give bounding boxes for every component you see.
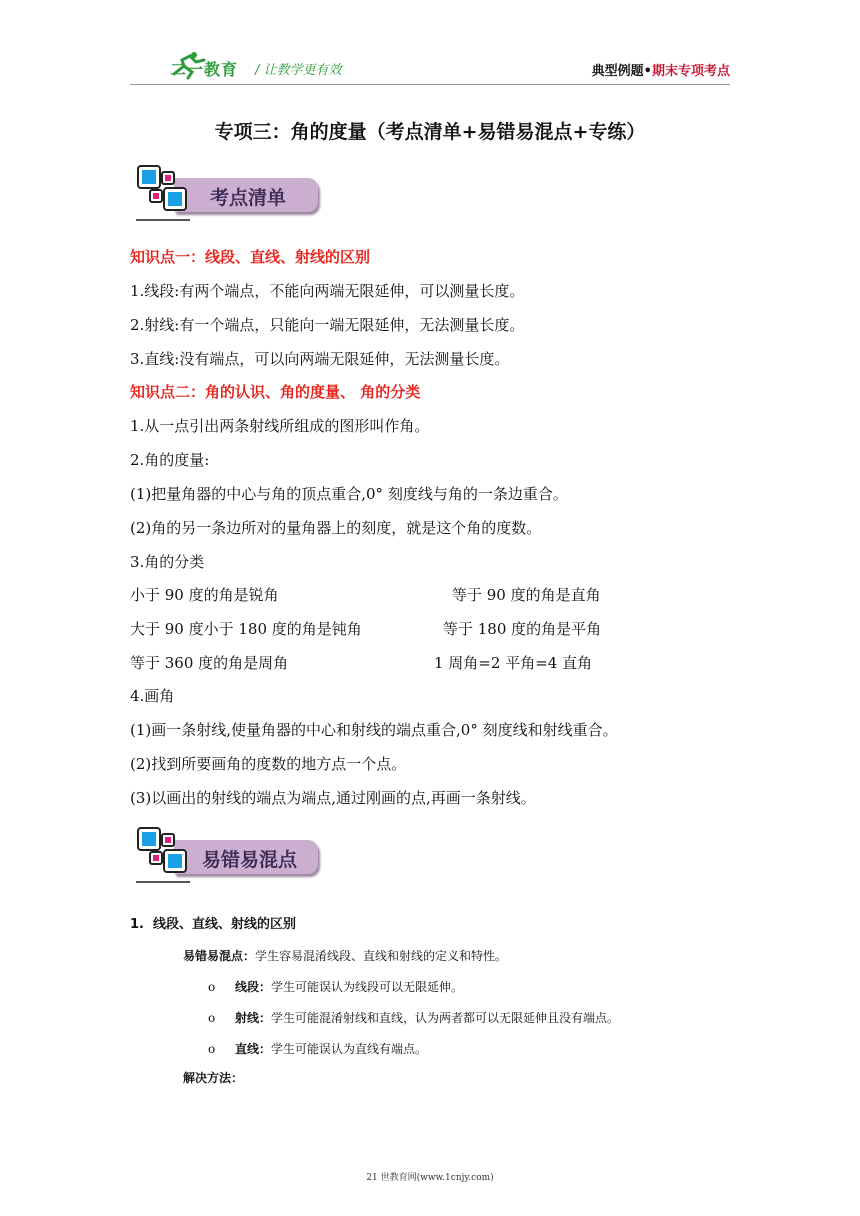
bullet-marker: o [208, 1011, 216, 1025]
classification-left: 小于 90 度的角是锐角 [130, 586, 279, 604]
classification-right: 1 周角=2 平角=4 直角 [434, 654, 593, 672]
kp1-heading: 知识点一：线段、直线、射线的区别 [130, 248, 371, 266]
kp2-line: 1.从一点引出两条射线所组成的图形叫作角。 [130, 417, 430, 435]
banner-label: 易错易混点 [202, 849, 298, 871]
pitfall-point [183, 948, 507, 964]
header-divider [130, 84, 730, 85]
pitfall-point-label: 易错易混点： [183, 949, 256, 963]
grid-blocks-icon [134, 826, 194, 888]
classification-right: 等于 90 度的角是直角 [452, 586, 601, 604]
footer: 21 世教育网(www.1cnjy.com) [366, 1173, 494, 1183]
bullet-item [235, 1010, 619, 1026]
kp2-line: (1)把量角器的中心与角的顶点重合,0° 刻度线与角的一条边重合。 [130, 485, 568, 503]
logo-text: 二一教育 [170, 60, 239, 79]
bullet-label: 线段： [235, 980, 272, 994]
classification-left: 等于 360 度的角是周角 [130, 654, 289, 672]
pitfall-item-title: 1. 线段、直线、射线的区别 [130, 917, 297, 932]
draw-line: (3)以画出的射线的端点为端点,通过刚画的点,再画一条射线。 [130, 789, 536, 807]
kp2-line: 2.角的度量: [130, 451, 210, 469]
header-right [592, 60, 730, 79]
kp1-item: 3.直线:没有端点，可以向两端无限延伸，无法测量长度。 [130, 350, 510, 368]
page-title: 专项三：角的度量（考点清单+易错易混点+专练） [214, 121, 646, 143]
grid-blocks-icon [134, 164, 194, 226]
solution-label: 解决方法： [183, 1071, 244, 1085]
draw-line: (1)画一条射线,使量角器的中心和射线的端点重合,0° 刻度线和射线重合。 [130, 721, 618, 739]
classification-left: 大于 90 度小于 180 度的角是钝角 [130, 620, 362, 638]
kp2-line: (2)角的另一条边所对的量角器上的刻度，就是这个角的度数。 [130, 519, 542, 537]
kp2-line: 3.角的分类 [130, 553, 205, 571]
bullet-item [235, 979, 463, 995]
header-right-highlight: 期末专项考点 [651, 64, 730, 79]
kp2-heading: 知识点二：角的认识、角的度量、 角的分类 [130, 383, 421, 401]
slogan: / 让教学更有效 [255, 63, 342, 78]
bullet-text: 学生可能误认为线段可以无限延伸。 [271, 980, 464, 994]
bullet-marker: o [208, 980, 216, 994]
draw-line: 4.画角 [130, 687, 175, 705]
bullet-item [235, 1041, 427, 1057]
pitfall-point-text: 学生容易混淆线段、直线和射线的定义和特性。 [255, 949, 508, 963]
bullet-marker: o [208, 1042, 216, 1056]
classification-right: 等于 180 度的角是平角 [443, 620, 602, 638]
section-banner-pitfalls [134, 826, 324, 888]
header-right-prefix: 典型例题• [591, 64, 652, 79]
bullet-label: 直线： [235, 1042, 272, 1056]
bullet-label: 射线： [235, 1011, 272, 1025]
section-banner-checklist [134, 164, 324, 226]
bullet-text: 学生可能混淆射线和直线，认为两者都可以无限延伸且没有端点。 [271, 1011, 620, 1025]
draw-line: (2)找到所要画角的度数的地方点一个点。 [130, 755, 407, 773]
kp1-item: 1.线段:有两个端点，不能向两端无限延伸，可以测量长度。 [130, 282, 525, 300]
kp1-item: 2.射线:有一个端点，只能向一端无限延伸，无法测量长度。 [130, 316, 525, 334]
banner-label: 考点清单 [210, 187, 287, 209]
bullet-text: 学生可能误认为直线有端点。 [271, 1042, 428, 1056]
